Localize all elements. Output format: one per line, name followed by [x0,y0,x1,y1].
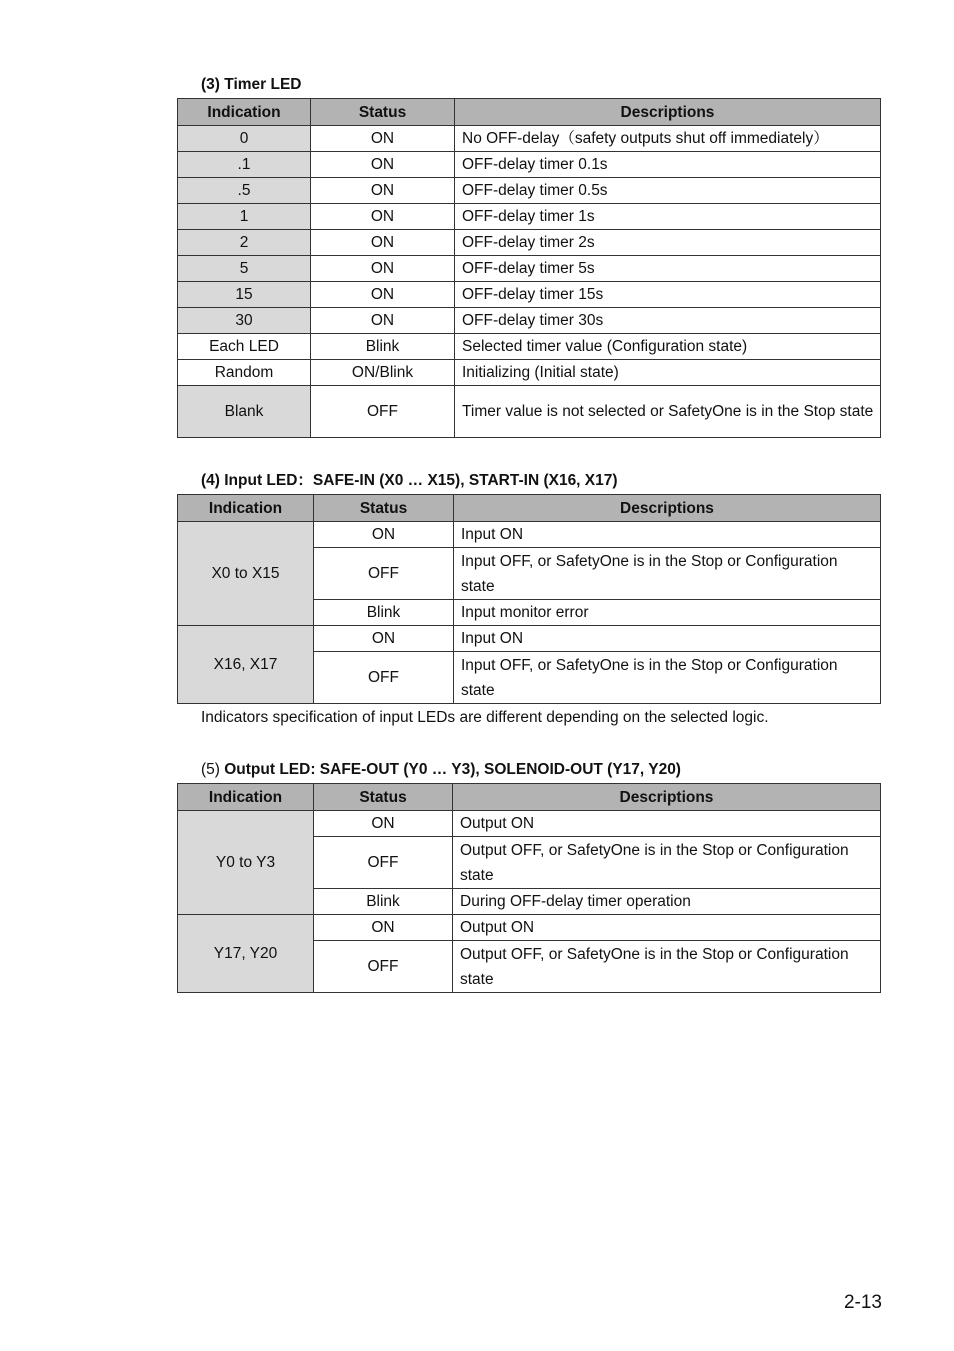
indication-cell: 30 [178,308,311,334]
indication-cell: 1 [178,204,311,230]
indication-cell: Y0 to Y3 [178,811,314,915]
description-cell: Input ON [454,626,881,652]
status-cell: OFF [314,652,454,704]
status-cell: ON [314,915,453,941]
status-cell: ON [314,626,454,652]
output-led-title [201,760,681,780]
header-status: Status [314,495,454,522]
timer-led-table [177,98,881,438]
description-cell: Input ON [454,522,881,548]
description-cell: OFF-delay timer 30s [455,308,881,334]
table-row [178,522,881,548]
description-cell: Input OFF, or SafetyOne is in the Stop or Configuration state [454,548,881,600]
input-led-table [177,494,881,704]
status-cell: ON [314,811,453,837]
indication-cell: 0 [178,126,311,152]
indication-cell: .1 [178,152,311,178]
description-cell: Timer value is not selected or SafetyOne is in the Stop state [455,386,881,438]
table-row [178,256,881,282]
description-cell: Output ON [453,915,881,941]
table-row [178,204,881,230]
table-row [178,230,881,256]
header-indication: Indication [178,99,311,126]
description-cell: OFF-delay timer 0.1s [455,152,881,178]
table-row [178,626,881,652]
table-row [178,811,881,837]
description-cell: During OFF-delay timer operation [453,889,881,915]
description-cell: Selected timer value (Configuration state) [455,334,881,360]
description-cell: OFF-delay timer 1s [455,204,881,230]
description-cell: Input monitor error [454,600,881,626]
indication-cell: 15 [178,282,311,308]
indication-cell: X0 to X15 [178,522,314,626]
description-cell: Input OFF, or SafetyOne is in the Stop or Configuration state [454,652,881,704]
input-led-note: Indicators specification of input LEDs are different depending on the selected logic. [201,709,769,726]
status-cell: Blink [314,600,454,626]
indication-cell: Random [178,360,311,386]
description-cell: OFF-delay timer 0.5s [455,178,881,204]
page-number: 2-13 [843,1292,882,1313]
description-cell: Output OFF, or SafetyOne is in the Stop or Configuration state [453,837,881,889]
indication-cell: 5 [178,256,311,282]
status-cell: ON [311,152,455,178]
input-led-title: (4) Input LED：SAFE-IN (X0 … X15), START-IN (X16, X17) [201,472,618,489]
indication-cell: .5 [178,178,311,204]
indication-cell: 2 [178,230,311,256]
table-row [178,915,881,941]
table-row [178,360,881,386]
status-cell: ON [311,230,455,256]
description-cell: OFF-delay timer 15s [455,282,881,308]
header-indication: Indication [178,784,314,811]
indication-cell: Y17, Y20 [178,915,314,993]
header-indication: Indication [178,495,314,522]
status-cell: OFF [314,548,454,600]
table-row [178,178,881,204]
description-cell: Initializing (Initial state) [455,360,881,386]
output-led-title-prefix: (5) [201,761,225,778]
table-row [178,334,881,360]
status-cell: ON [311,256,455,282]
status-cell: ON [311,204,455,230]
description-cell: OFF-delay timer 2s [455,230,881,256]
status-cell: Blink [311,334,455,360]
description-cell: Output ON [453,811,881,837]
status-cell: Blink [314,889,453,915]
table-row [178,308,881,334]
header-status: Status [314,784,453,811]
table-row [178,282,881,308]
status-cell: OFF [314,941,453,993]
indication-cell: Blank [178,386,311,438]
status-cell: ON [314,522,454,548]
description-cell: Output OFF, or SafetyOne is in the Stop or Configuration state [453,941,881,993]
status-cell: ON [311,282,455,308]
header-descriptions: Descriptions [454,495,881,522]
description-cell: OFF-delay timer 5s [455,256,881,282]
table-row [178,152,881,178]
status-cell: ON [311,178,455,204]
table-row [178,386,881,438]
status-cell: OFF [314,837,453,889]
description-cell: No OFF-delay（safety outputs shut off immediately） [455,126,881,152]
output-led-table [177,783,881,993]
header-descriptions: Descriptions [455,99,881,126]
indication-cell: Each LED [178,334,311,360]
indication-cell: X16, X17 [178,626,314,704]
table-row [178,126,881,152]
status-cell: ON [311,308,455,334]
timer-led-title: (3) Timer LED [201,76,302,93]
status-cell: ON [311,126,455,152]
header-descriptions: Descriptions [453,784,881,811]
output-led-title-text: Output LED: SAFE-OUT (Y0 … Y3), SOLENOID-OUT (Y17, Y20) [224,761,681,778]
status-cell: OFF [311,386,455,438]
status-cell: ON/Blink [311,360,455,386]
header-status: Status [311,99,455,126]
